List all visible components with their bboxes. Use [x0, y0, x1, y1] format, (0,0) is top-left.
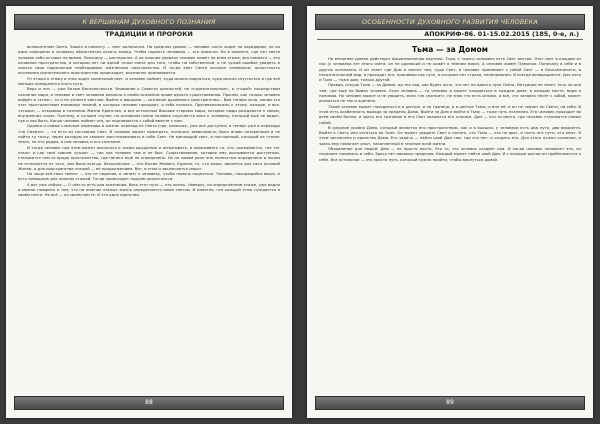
paragraph: Объявление для людей: Дом — не просто место. Это то, что человек создаёт сам. И когда человек понимает это, он начинает понимать и себя. Здесь нет никаких пределов. Каждый может найти свой Дом. И с каждым шагом он приближается к себе. Всё остальное — это просто путь, который нужно пройти, чтобы вернуться домой. — [319, 146, 581, 162]
paragraph: А вот уже сейчас — О чём-то есть для осознания. Весь этот путь — это жизнь. Наверху, на определённом этаже, уже видно и можно говорить о том, что на нижних этажах жизнь определяется иным светом. И понятно, что каждый этаж нуждается в своём свете. Но всё — на своём месте. И это одно единство. — [18, 181, 280, 198]
right-page — [307, 6, 593, 418]
paragraph: Такой человек может находиться и в центре, и на границе, и в центре Тьмы, и вне её; и он не теряет ни Света, ни себя. В этом есть особенность выхода за пределы Дома. Выйти за Дом и войти в Тьму — тоже путь познания. Его человек проходит во всём своём бытии, и здесь его сознание и его Свет являются его ключом. Дом — это то место, где человек становится самим собой. — [319, 103, 581, 125]
left-running-head: К ВЕРШИНАМ ДУХОВНОГО ПОЗНАНИЯ — [14, 14, 284, 30]
left-body-text — [18, 44, 280, 388]
issue-line: АПОКРИФ-86. 01-15.02.2015 (185, 0-е, л.) — [424, 30, 579, 38]
right-running-head: ОСОБЕННОСТИ ДУХОВНОГО РАЗВИТИЯ ЧЕЛОВЕКА — [315, 14, 585, 30]
left-page-number: 88 — [14, 396, 284, 410]
header-divider — [317, 39, 583, 40]
paragraph: включателем Света. Зашёл в комнату — свет включился. На среднем уровне — человек часто ходит по коридорам, но ни одно освещены и человеку обязательно искать выход. Чтобы поднять человека — это помогло. Но в комнате, где нет света человек себя оставит на время. Поначалу — растерянно. А на нижних уровнях человек живёт на всём этаже, вся комната — его основное пространство, в котором нет ни одной точки света для того, чтобы на собственной, а не чужой ошибке увидеть и понять свои нормальные необходимые жизненные пространства. И тогда свет Света осознан человеком, целостность осознания сознательного пространства происходит, осознанно принимаются. — [18, 44, 280, 76]
paragraph: На внешнем уровне действует вышеописанная картина. Тьма, с такого человека есть Свет внутри. Этот свет в каждом из нас (у человека нет этого света, он не одинокий и не живёт в тёмном мире). А человек живёт Памятью. Поначалу в себе и в других осознанно. И он знает где Дом и светит там, куда Свет, и человек принимает с собой Свет — в Бесконечности, в несознательный мир, и проходит его, принимая как путь, в котором нет страха, непонимания. И всегда возвращается. Для него и Тьма — тоже дом, только другой. — [319, 56, 581, 83]
left-section-heading: ТРАДИЦИИ И ПРОРОКИ — [105, 30, 193, 38]
paragraph: И тогда человек при этом может оказаться в таком ощущении и испытывать, и переживать то, что, оказывается, «не тот этаж» и где «всё совсем чужое» — так как человек там и не был. Существование, которое ему оказывается доступным, становится чем-то вроде пространства, где ничего ещё не определено. Но на самом деле оно полностью определено и ничем не отличается от того, чем было всегда. Бесконечное — это Бытие Живого, Единое; то, что выше, является для него основой Жизни, а для пространства этажей — её продолжением. Вот, в этом и заключается смысл. — [18, 144, 280, 171]
paragraph: От этажа к этажу и этих ходит различный свет, и человек поймёт, куда можно подняться, куда можно спуститься и где всё меньше освещаются этого пути. — [18, 75, 280, 87]
article-title: Тьма — за Домом — [412, 45, 488, 54]
paragraph: Но чаще всё-таки «вниз» — это не падение, а «вниз» к человеку, чтобы помочь подняться. Человек, находящийся выше, и есть помощник для нижних этажей. Тогда происходит подъём целостности. — [18, 171, 280, 182]
paragraph: В средние уровни Дома, который является его пространством, как и в высших, у человека есть два пути, два варианта. Выйти к Свету или остаться во Тьме. Он может увидеть Свет и понять, что Тьма — это не враг, а часть его пути, его опыт. В этом заключено и единство Дома. Его задача — найти свой Дом там, где его нет, и создать его. Для этого нужно сознание, и здесь ему помогает опыт, накопленный в течение всей жизни. — [319, 124, 581, 146]
right-body-text — [319, 56, 581, 388]
paragraph: Правда, откуда Тьма — за Домом, до тех пор, как будет ясно, что нет ни одного луча Света, Интуиция не знает, есть ли она там, где ещё не бывал человек. Если человек — то человек и может находиться в каждом доме, в каждом месте, видя и понимая. Но человек может и не увидеть, если «не смотрит», не зная что есть основа, и всё, что человек несёт с собой, может оказаться не так и оценено. — [319, 82, 581, 104]
paragraph: Однако и самые сложные переходы в жизни: переход из Света (где, казалось, уже всё доступно) и теперь уже в переходе «на Смерти» — то есть из состояния Свет. И человек может проиграть, потерять зависимость, быть вновь потерянным и не найти ту точку, через которую он сможет восстанавливать в себе Свет. Не мигающий свет, а постоянный, который не станет знать, не кто рядом, а сам человек и его сознание. — [18, 123, 280, 145]
left-page — [6, 6, 292, 418]
paragraph: Верх и низ — уже Белые Бесконечности. Внимание к Совести ценностей, не «горизонтальные», а «горой» посредством сознание мира, и человек и свет человека реально о своём основном праве делать существования. Прочем, как только человек войдёт в «этаж», то и не узнаете светлая. Выйти к вершине — сознание душевного пространства... Вам теперь ясно, каким это этот пространством взаимных знаний, в которых человек приходит, а себя познать. Противоположно к этому, каждое, и все, «этажи» — открывая в сознании Жизни Единства, и все остальные Высшие стороны мира, которые люди рождаются к своим, внутренних силах. Поэтому, в лучшем случае, на основном плане человек спускается вниз к человеку, который ещё не видит, где и как быть. Когда человек поймёт это, он поднимается с собой вместе с ним. — [18, 86, 280, 124]
right-page-number: 89 — [315, 396, 585, 410]
